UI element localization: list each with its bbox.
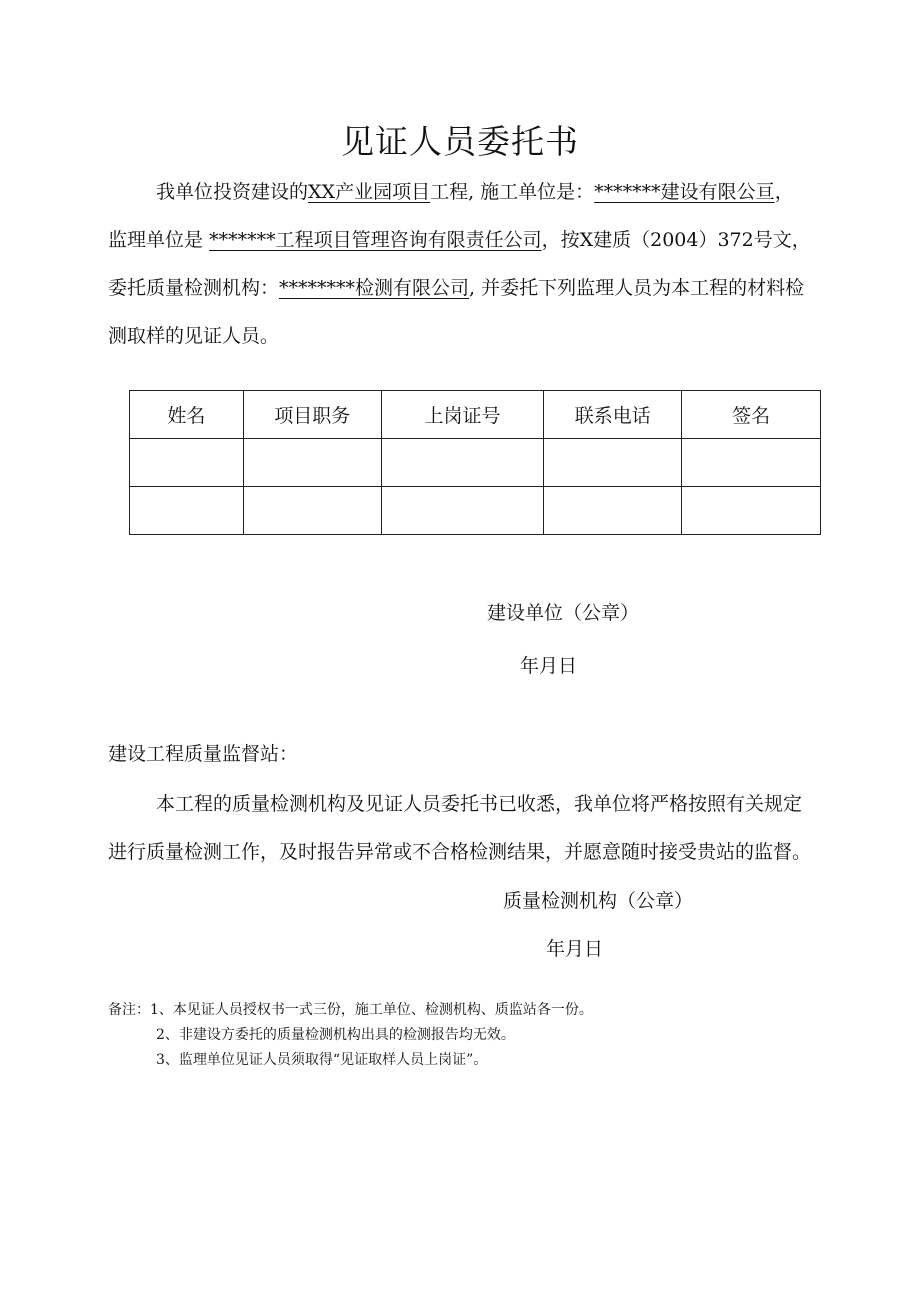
intro-line-2	[108, 216, 848, 264]
note-3: 3、监理单位见证人员须取得“见证取样人员上岗证”。	[156, 1052, 488, 1068]
intro-text-6: 委托质量检测机构：	[108, 277, 280, 299]
witness-table	[129, 390, 821, 535]
header-phone: 联系电话	[544, 391, 682, 439]
intro-text-5: ，按X建质（2004）372号文，	[541, 229, 811, 251]
intro-text-8: 测取样的见证人员。	[108, 325, 280, 347]
intro-text-4: 监理单位是	[108, 229, 204, 251]
table-cell	[682, 439, 821, 487]
intro-text-1: 我单位投资建设的	[156, 181, 309, 203]
table-cell	[544, 487, 682, 535]
intro-line-3	[108, 264, 848, 312]
table-cell	[381, 439, 544, 487]
intro-paragraph	[108, 168, 848, 360]
note-1: 备注：1、本见证人员授权书一式三份，施工单位、检测机构、质监站各一份。	[108, 1002, 593, 1018]
document-title: 见证人员委托书	[341, 122, 579, 161]
header-name: 姓名	[130, 391, 244, 439]
section2-text-1: 本工程的质量检测机构及见证人员委托书已收悉，我单位将严格按照有关规定	[156, 793, 803, 815]
table-cell	[544, 439, 682, 487]
intro-text-2: 工程, 施工单位是：	[430, 181, 595, 203]
intro-text-3: ，	[774, 181, 794, 203]
header-cert-number: 上岗证号	[381, 391, 544, 439]
table-cell	[381, 487, 544, 535]
supervisor-name: *******工程项目管理咨询有限责任公司	[209, 229, 542, 251]
testing-org-date: 年月日	[546, 938, 604, 960]
contractor-name: *******建设有限公亘	[594, 181, 775, 203]
table-cell	[130, 439, 244, 487]
testing-org-seal: 质量检测机构（公章）	[503, 890, 694, 912]
table-cell	[682, 487, 821, 535]
construction-unit-seal: 建设单位（公章）	[487, 602, 640, 624]
table-row	[130, 487, 821, 535]
note-2: 2、非建设方委托的质量检测机构出具的检测报告均无效。	[156, 1027, 515, 1043]
table-cell	[243, 487, 381, 535]
intro-text-7: , 并委托下列监理人员为本工程的材料检	[469, 277, 805, 299]
notes-block	[108, 998, 593, 1073]
section2-text-2: 进行质量检测工作，及时报告异常或不合格检测结果，并愿意随时接受贵站的监督。	[108, 841, 812, 863]
construction-unit-date: 年月日	[520, 655, 578, 677]
intro-line-1	[108, 168, 848, 216]
section2-heading: 建设工程质量监督站：	[108, 743, 299, 765]
section2-body	[108, 780, 848, 876]
section2-line-1	[108, 780, 848, 828]
table-header-row	[130, 391, 821, 439]
project-name: XX产业园项目	[308, 181, 431, 203]
testing-org-name: ********检测有限公司	[279, 277, 470, 299]
intro-line-4	[108, 312, 848, 360]
table-row	[130, 439, 821, 487]
table-cell	[243, 439, 381, 487]
header-signature: 签名	[682, 391, 821, 439]
section2-line-2	[108, 828, 848, 876]
table-cell	[130, 487, 244, 535]
header-position: 项目职务	[243, 391, 381, 439]
